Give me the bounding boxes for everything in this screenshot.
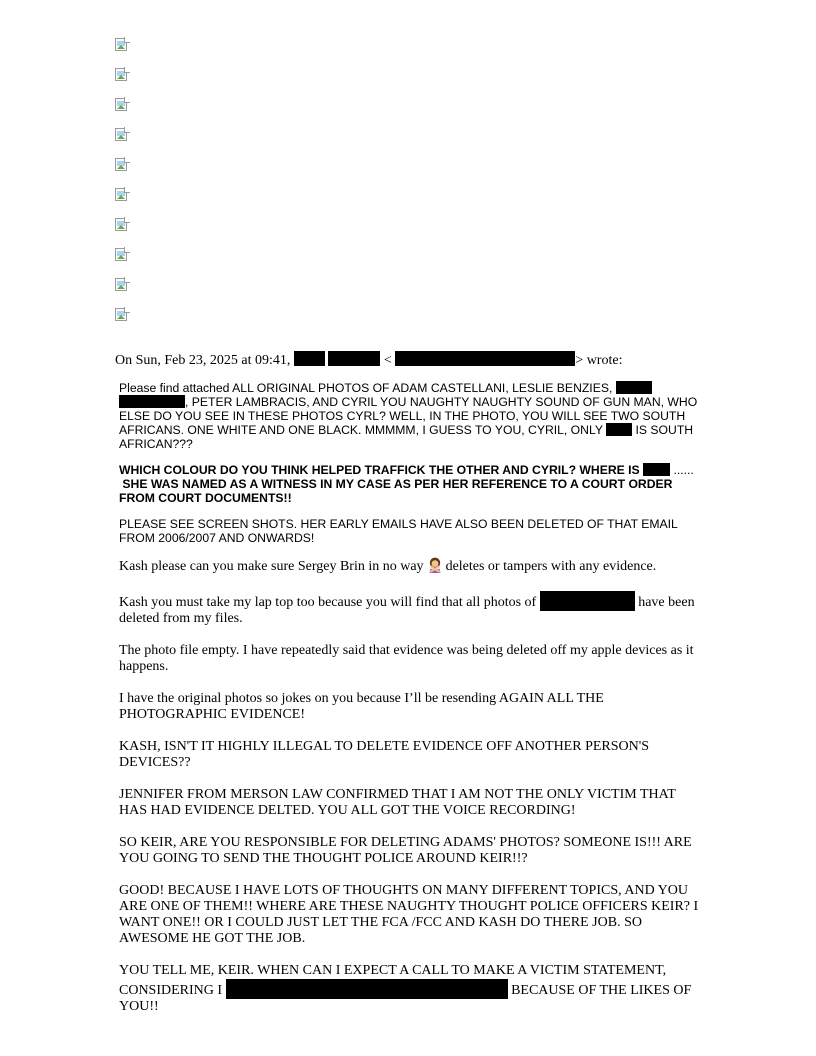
paragraph-text: IS SOUTH AFRICAN???: [119, 423, 694, 451]
quote-header: [115, 351, 622, 369]
redacted-sender-first-name: [294, 351, 325, 366]
broken-image-icon: [115, 38, 129, 52]
woman-gesturing-no-emoji-icon: [427, 557, 443, 573]
paragraph-victim-statement: [119, 963, 703, 1015]
paragraph-merson-law: JENNIFER FROM MERSON LAW CONFIRMED THAT I AM NOT THE ONLY VICTIM THAT HAS HAD EVIDENCE DELTED. YOU ALL GOT THE VOICE RECORDING!: [119, 787, 676, 818]
broken-image-icon: [115, 98, 129, 112]
redacted-text: [226, 979, 508, 999]
paragraph-text: YOU TELL ME, KEIR. WHEN CAN I EXPECT A CALL TO MAKE A VICTIM STATEMENT, CONSIDERING I: [119, 963, 667, 998]
quote-date: On Sun, Feb 23, 2025 at 09:41,: [115, 353, 291, 368]
paragraph-text: Kash you must take my lap top too because you will find that all photos of: [119, 595, 537, 610]
paragraph-original-photos: I have the original photos so jokes on you because I’ll be resending AGAIN ALL THE PHOTOGRAPHIC EVIDENCE!: [119, 691, 604, 722]
redacted-name: [643, 463, 670, 476]
redacted-sender-email: [395, 351, 575, 366]
ellipsis-text: ......: [673, 463, 694, 477]
paragraph-sergey-brin: [119, 557, 703, 575]
paragraph-laptop: [119, 591, 703, 627]
redacted-name: [119, 395, 185, 408]
paragraph-text: , PETER LAMBRACIS, AND CYRIL YOU NAUGHTY NAUGHTY SOUND OF GUN MAN, WHO ELSE DO YOU SEE IN THESE PHOTOS CYRL? WELL, IN THE PHOTO, YOU WILL SEE TWO SOUTH AFRICANS. ONE WHITE AND ONE BLACK. MMMMM, I GUESS TO YOU, CYRIL, ONLY: [119, 395, 698, 437]
paragraph-text: Please find attached ALL ORIGINAL PHOTOS OF ADAM CASTELLANI, LESLIE BENZIES,: [119, 381, 613, 395]
paragraph-screen-shots: PLEASE SEE SCREEN SHOTS. HER EARLY EMAILS HAVE ALSO BEEN DELETED OF THAT EMAIL FROM 2006/2007 AND ONWARDS!: [119, 517, 678, 545]
quote-wrote: > wrote:: [575, 353, 623, 368]
paragraph-photo-file: The photo file empty. I have repeatedly said that evidence was being deleted off my apple devices as it happens.: [119, 643, 694, 674]
broken-image-icon: [115, 218, 129, 232]
paragraph-text: deletes or tampers with any evidence.: [445, 559, 657, 574]
paragraph-text: BECAUSE OF THE LIKES OF YOU!!: [119, 983, 692, 1014]
broken-image-icon: [115, 278, 129, 292]
paragraph-text: have been deleted from my files.: [119, 595, 695, 626]
paragraph-illegal-delete: KASH, ISN'T IT HIGHLY ILLEGAL TO DELETE EVIDENCE OFF ANOTHER PERSON'S DEVICES??: [119, 739, 650, 770]
redacted-name: [606, 423, 632, 436]
redacted-name: [540, 591, 635, 611]
broken-image-icon: [115, 68, 129, 82]
broken-image-icon: [115, 158, 129, 172]
broken-image-list: [115, 38, 129, 338]
paragraph-traffick-question: [119, 463, 703, 505]
paragraph-text: WHICH COLOUR DO YOU THINK HELPED TRAFFICK THE OTHER AND CYRIL? WHERE IS: [119, 463, 640, 477]
paragraph-text: SHE WAS NAMED AS A WITNESS IN MY CASE AS PER HER REFERENCE TO A COURT ORDER FROM COURT DOCUMENTS!!: [119, 477, 673, 505]
paragraph-text: Kash please can you make sure Sergey Brin in no way: [119, 559, 424, 574]
quoted-message: [119, 381, 703, 1031]
broken-image-icon: [115, 128, 129, 142]
paragraph-attached-photos: [119, 381, 703, 451]
email-open-bracket: <: [383, 353, 392, 368]
broken-image-icon: [115, 188, 129, 202]
paragraph-thought-police: GOOD! BECAUSE I HAVE LOTS OF THOUGHTS ON MANY DIFFERENT TOPICS, AND YOU ARE ONE OF THEM!! WHERE ARE THESE NAUGHTY THOUGHT POLICE OFFICERS KEIR? I WANT ONE!! OR I COULD JUST LET THE FCA /FCC AND KASH DO THERE JOB. SO AWESOME HE GOT THE JOB.: [119, 883, 699, 946]
redacted-sender-last-name: [328, 351, 380, 366]
broken-image-icon: [115, 248, 129, 262]
paragraph-keir-photos: SO KEIR, ARE YOU RESPONSIBLE FOR DELETING ADAMS' PHOTOS? SOMEONE IS!!! ARE YOU GOING TO SEND THE THOUGHT POLICE AROUND KEIR!!?: [119, 835, 692, 866]
broken-image-icon: [115, 308, 129, 322]
redacted-name: [616, 381, 652, 394]
